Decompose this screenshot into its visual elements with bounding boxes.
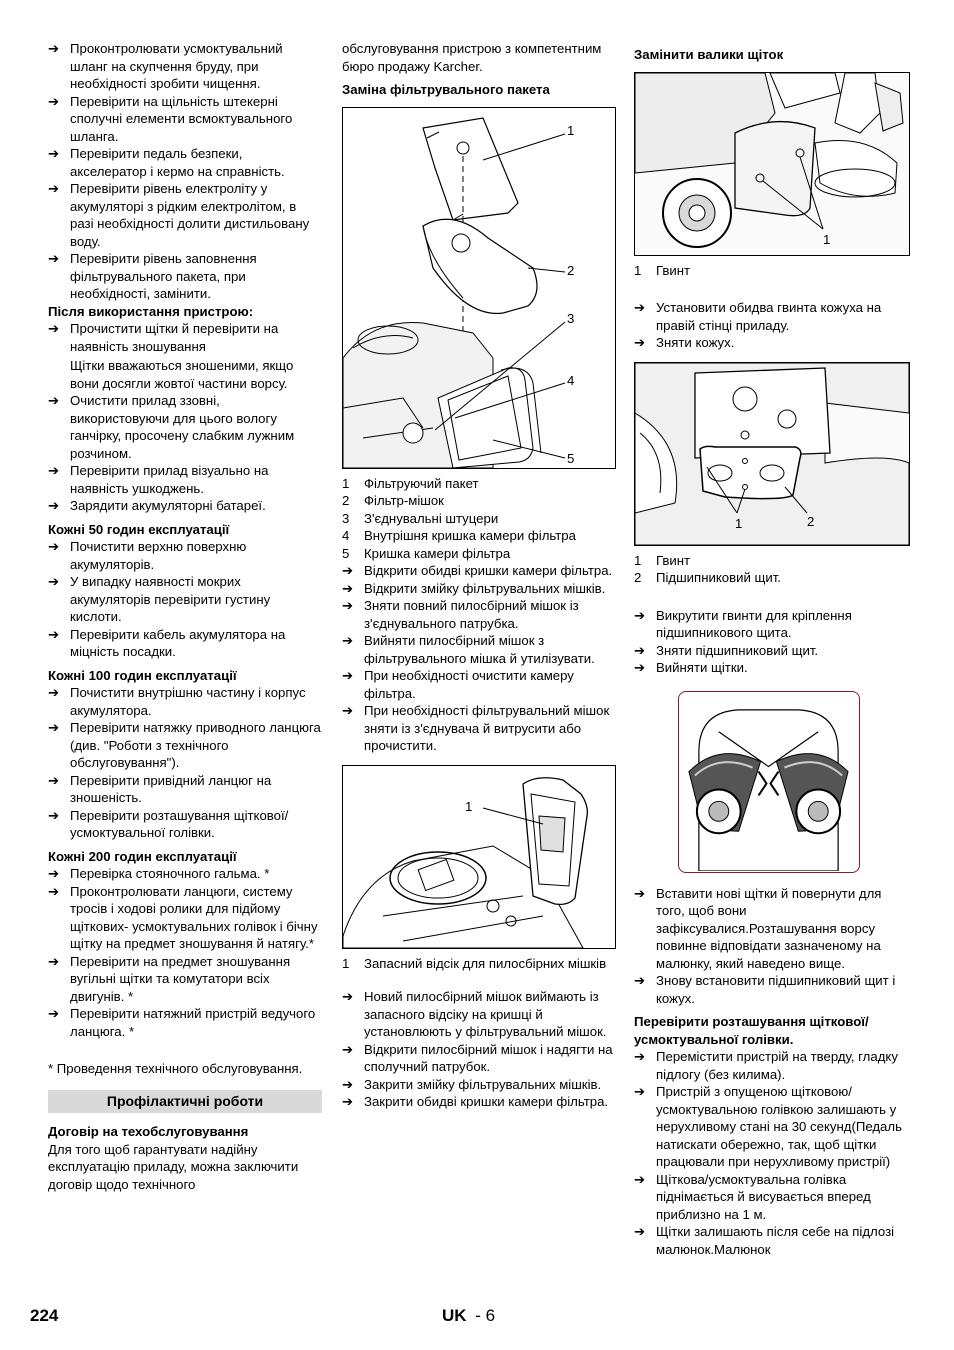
legend-row: 3 З'єднувальні штуцери xyxy=(342,510,499,526)
arrow-icon: ➔ xyxy=(48,181,60,196)
arrow-icon: ➔ xyxy=(634,335,646,350)
arrow-icon: ➔ xyxy=(342,633,354,648)
step-item: ➔ Перевірити прилад візуально на наявність ушкоджень. xyxy=(48,463,269,496)
heading-100h: Кожні 100 годин експлуатації xyxy=(48,667,237,683)
step-item: ➔ Зняти повний пилосбірний мішок із з'єднувального патрубка. xyxy=(342,598,579,631)
callout-number: 1 xyxy=(465,798,473,814)
step-item: ➔ Вставити нові щітки й повернути для того, щоб вони зафіксувалися.Розташування ворсу повинне відповідати зазначеному на малюнку, який наведено вище. xyxy=(634,885,882,971)
arrow-icon: ➔ xyxy=(342,1041,354,1057)
arrow-icon: ➔ xyxy=(634,1049,646,1064)
arrow-icon: ➔ xyxy=(342,1076,354,1092)
arrow-icon: ➔ xyxy=(48,574,60,589)
footnote: * Проведення технічного обслуговування. xyxy=(48,1061,303,1076)
step-item: ➔ Зарядити акумуляторні батареї. xyxy=(48,498,266,513)
step-item: ➔ Викрутити гвинти для кріплення підшипникового щита. xyxy=(634,607,852,640)
step-item: ➔ Перевірити педаль безпеки, акселератор і кермо на справність. xyxy=(48,146,285,179)
section-title-bar: Профілактичні роботи xyxy=(48,1090,322,1114)
step-item: ➔ Перевірити на предмет зношування вугільні щітки та комутатори всіх двигунів. * xyxy=(48,953,291,1004)
arrow-icon: ➔ xyxy=(48,953,60,969)
legend-row: 1 Фільтруючий пакет xyxy=(342,475,479,491)
figure-legend xyxy=(342,475,616,563)
column-2 xyxy=(342,40,616,1111)
step-item: ➔ Проконтролювати усмоктувальний шланг на скупчення бруду, при необхідності зробити чищення. xyxy=(48,41,283,91)
spacer xyxy=(634,587,910,607)
arrow-icon: ➔ xyxy=(48,685,60,700)
arrow-icon: ➔ xyxy=(634,1224,646,1239)
arrow-icon: ➔ xyxy=(342,989,354,1004)
contract-heading: Договір на техобслуговування xyxy=(48,1124,249,1139)
step-item: ➔ Перевірити натяжний пристрій ведучого ланцюга. * xyxy=(48,1006,316,1039)
step-item: ➔ Пристрій з опущеною щітковою/ усмоктувальною голівкою залишають у нерухливому стані на 30 секунд(Педаль натискати обережно, так, щоб щітки працювали при нерухливому пристрії) xyxy=(634,1084,902,1169)
continued-text: обслуговування пристрою з компетентним бюро продажу Karcher. xyxy=(342,41,602,74)
arrow-icon: ➔ xyxy=(634,300,646,315)
spacer xyxy=(634,873,910,885)
step-item: ➔ Вийняти щітки. xyxy=(634,660,748,675)
figure-spare-compartment xyxy=(342,765,616,949)
arrow-icon: ➔ xyxy=(48,498,60,513)
arrow-icon: ➔ xyxy=(48,1006,60,1021)
arrow-icon: ➔ xyxy=(48,539,60,554)
step-item: ➔ Перевірити рівень електроліту у акумуляторі з рідким електролітом, в разі необхідності долити дистильовану воду. xyxy=(48,181,310,249)
step-item: ➔ Перевірити привідний ланцюг на зношеність. xyxy=(48,772,272,805)
arrow-icon: ➔ xyxy=(48,720,60,735)
page-number: 224 xyxy=(30,1306,59,1325)
filter-bag-illustration xyxy=(343,108,615,468)
arrow-icon: ➔ xyxy=(48,93,60,109)
arrow-icon: ➔ xyxy=(48,866,60,881)
contract-text: Для того щоб гарантувати надійну експлуатацію приладу, можна заключити договір щодо технічного xyxy=(48,1141,299,1192)
bearing-shield-illustration xyxy=(635,363,909,545)
page-language-code xyxy=(442,1307,495,1325)
legend-row: 1 Гвинт xyxy=(634,262,691,278)
arrow-icon: ➔ xyxy=(48,41,60,56)
arrow-icon: ➔ xyxy=(48,463,60,478)
arrow-icon: ➔ xyxy=(634,607,646,623)
step-item: ➔ Закрити обидві кришки камери фільтра. xyxy=(342,1094,609,1109)
arrow-icon: ➔ xyxy=(634,1084,646,1099)
arrow-icon: ➔ xyxy=(634,642,646,658)
arrow-icon: ➔ xyxy=(48,393,60,408)
callout-number: 1 xyxy=(567,122,575,138)
callout-number: 5 xyxy=(567,450,575,466)
legend-row: 4 Внутрішня кришка камери фільтра xyxy=(342,528,576,543)
step-item: ➔ Щіткова/усмоктувальна голівка піднімається й висувається вперед приблизно на 1 м. xyxy=(634,1171,871,1222)
legend-row: 1 Гвинт xyxy=(634,552,691,568)
filter-heading: Заміна фільтрувального пакета xyxy=(342,82,550,97)
spacer xyxy=(342,972,616,988)
language-code: UK xyxy=(442,1306,467,1325)
legend-row: 2 Фільтр-мішок xyxy=(342,493,444,508)
arrow-icon: ➔ xyxy=(342,598,354,613)
after-use-heading: Після використання пристрою: xyxy=(48,303,254,319)
step-item: ➔ Прочистити щітки й перевірити на наявність зношування xyxy=(48,321,279,354)
step-item: ➔ Перевірити натяжку приводного ланцюга (див. "Роботи з технічного обслуговування"). xyxy=(48,720,321,770)
figure-filter-bag xyxy=(342,107,616,469)
step-item: ➔ Перевірити розташування щіткової/ усмоктувальної голівки. xyxy=(48,807,289,840)
figure-legend xyxy=(634,552,910,587)
spacer xyxy=(634,279,910,299)
step-item: ➔ При необхідності фільтрувальний мішок зняти із з'єднувача й витрусити або прочистити. xyxy=(342,703,610,753)
arrow-icon: ➔ xyxy=(342,703,354,718)
arrow-icon: ➔ xyxy=(48,807,60,823)
step-item: ➔ Проконтролювати ланцюги, систему тросів і ходові ролики для підйому щіткових- усмоктувальних голівок і бічну щітку на предмет зношування й натягу.* xyxy=(48,883,318,951)
arrow-icon: ➔ xyxy=(48,321,60,336)
step-item: ➔ Почистити внутрішню частину і корпус акумулятора. xyxy=(48,685,306,718)
heading-50h: Кожні 50 годин експлуатації xyxy=(48,521,230,537)
step-item: ➔ У випадку наявності мокрих акумуляторів перевірити густину кислоти. xyxy=(48,574,271,624)
arrow-icon: ➔ xyxy=(48,251,60,266)
figure-bearing-shield xyxy=(634,362,910,546)
callout-number: 3 xyxy=(567,310,575,326)
legend-row: 2 Підшипниковий щит. xyxy=(634,570,781,585)
column-1 xyxy=(48,40,322,1193)
arrow-icon: ➔ xyxy=(342,1094,354,1109)
legend-row: 1 Запасний відсік для пилосбірних мішків xyxy=(342,955,607,971)
step-item: ➔ Перевірити кабель акумулятора на міцність посадки. xyxy=(48,626,286,659)
step-item: ➔ Перемістити пристрій на тверду, гладку підлогу (без килима). xyxy=(634,1049,898,1082)
figure-cover-screws xyxy=(634,72,910,256)
step-item: ➔ Зняти підшипниковий щит. xyxy=(634,642,819,658)
step-item: ➔ Установити обидва гвинта кожуха на правій стінці приладу. xyxy=(634,300,882,333)
figure-legend xyxy=(342,955,616,973)
step-item: ➔ Перевірити рівень заповнення фільтрувального пакета, при необхідності, замінити. xyxy=(48,251,257,301)
heading-200h: Кожні 200 годин експлуатації xyxy=(48,848,237,864)
step-item: ➔ Закрити змійку фільтрувальних мішків. xyxy=(342,1076,602,1092)
note-paragraph: Щітки вважаються зношеними, якщо вони досягли жовтої частини ворсу. xyxy=(70,358,294,391)
figure-brush-orientation xyxy=(678,691,860,873)
step-item: ➔ Відкрити обидві кришки камери фільтра. xyxy=(342,563,613,578)
section-page: - 6 xyxy=(475,1306,496,1325)
step-item: ➔ Перевірка стояночного гальма. * xyxy=(48,866,270,881)
step-item: ➔ Перевірити на щільність штекерні сполучні елементи всмоктувального шланга. xyxy=(48,93,293,144)
step-item: ➔ Новий пилосбірний мішок виймають із запасного відсіку на кришці й установлюють у фільтрувальний мішок. xyxy=(342,989,607,1039)
arrow-icon: ➔ xyxy=(342,563,354,578)
step-item: ➔ Очистити прилад ззовні, використовуючи для цього вологу ганчірку, просочену слабким лужним розчином. xyxy=(48,393,295,461)
arrow-icon: ➔ xyxy=(48,772,60,788)
step-item: ➔ Зняти кожух. xyxy=(634,335,735,350)
arrow-icon: ➔ xyxy=(634,660,646,675)
arrow-icon: ➔ xyxy=(342,668,354,683)
figure-legend xyxy=(634,262,910,280)
arrow-icon: ➔ xyxy=(634,1171,646,1187)
step-item: ➔ Знову встановити підшипниковий щит і кожух. xyxy=(634,973,896,1006)
rollers-heading: Замінити валики щіток xyxy=(634,47,784,62)
step-item: ➔ Відкрити змійку фільтрувальних мішків. xyxy=(342,580,606,596)
spare-compartment-illustration xyxy=(343,766,615,948)
callout-number: 1 xyxy=(735,515,743,531)
arrow-icon: ➔ xyxy=(48,626,60,642)
step-item: ➔ Вийняти пилосбірний мішок з фільтрувального мішка й утилізувати. xyxy=(342,633,595,666)
step-item: ➔ Відкрити пилосбірний мішок і надягти на сполучний патрубок. xyxy=(342,1041,613,1074)
legend-row: 5 Кришка камери фільтра xyxy=(342,545,511,561)
step-item: ➔ Почистити верхню поверхню акумуляторів. xyxy=(48,539,247,572)
position-heading: Перевірити розташування щіткової/ усмоктувальної голівки. xyxy=(634,1014,869,1047)
callout-number: 2 xyxy=(807,513,815,529)
step-item: ➔ При необхідності очистити камеру фільтра. xyxy=(342,668,574,701)
arrow-icon: ➔ xyxy=(48,146,60,161)
step-item: ➔ Щітки залишають після себе на підлозі малюнок.Малюнок xyxy=(634,1224,895,1257)
callout-number: 2 xyxy=(567,262,575,278)
arrow-icon: ➔ xyxy=(48,883,60,899)
arrow-icon: ➔ xyxy=(634,973,646,988)
arrow-icon: ➔ xyxy=(342,580,354,596)
callout-number: 4 xyxy=(567,372,575,388)
callout-number: 1 xyxy=(823,231,831,247)
brush-orientation-illustration xyxy=(679,692,858,871)
arrow-icon: ➔ xyxy=(634,885,646,901)
cover-screws-illustration xyxy=(635,73,909,255)
column-3 xyxy=(634,40,910,1258)
